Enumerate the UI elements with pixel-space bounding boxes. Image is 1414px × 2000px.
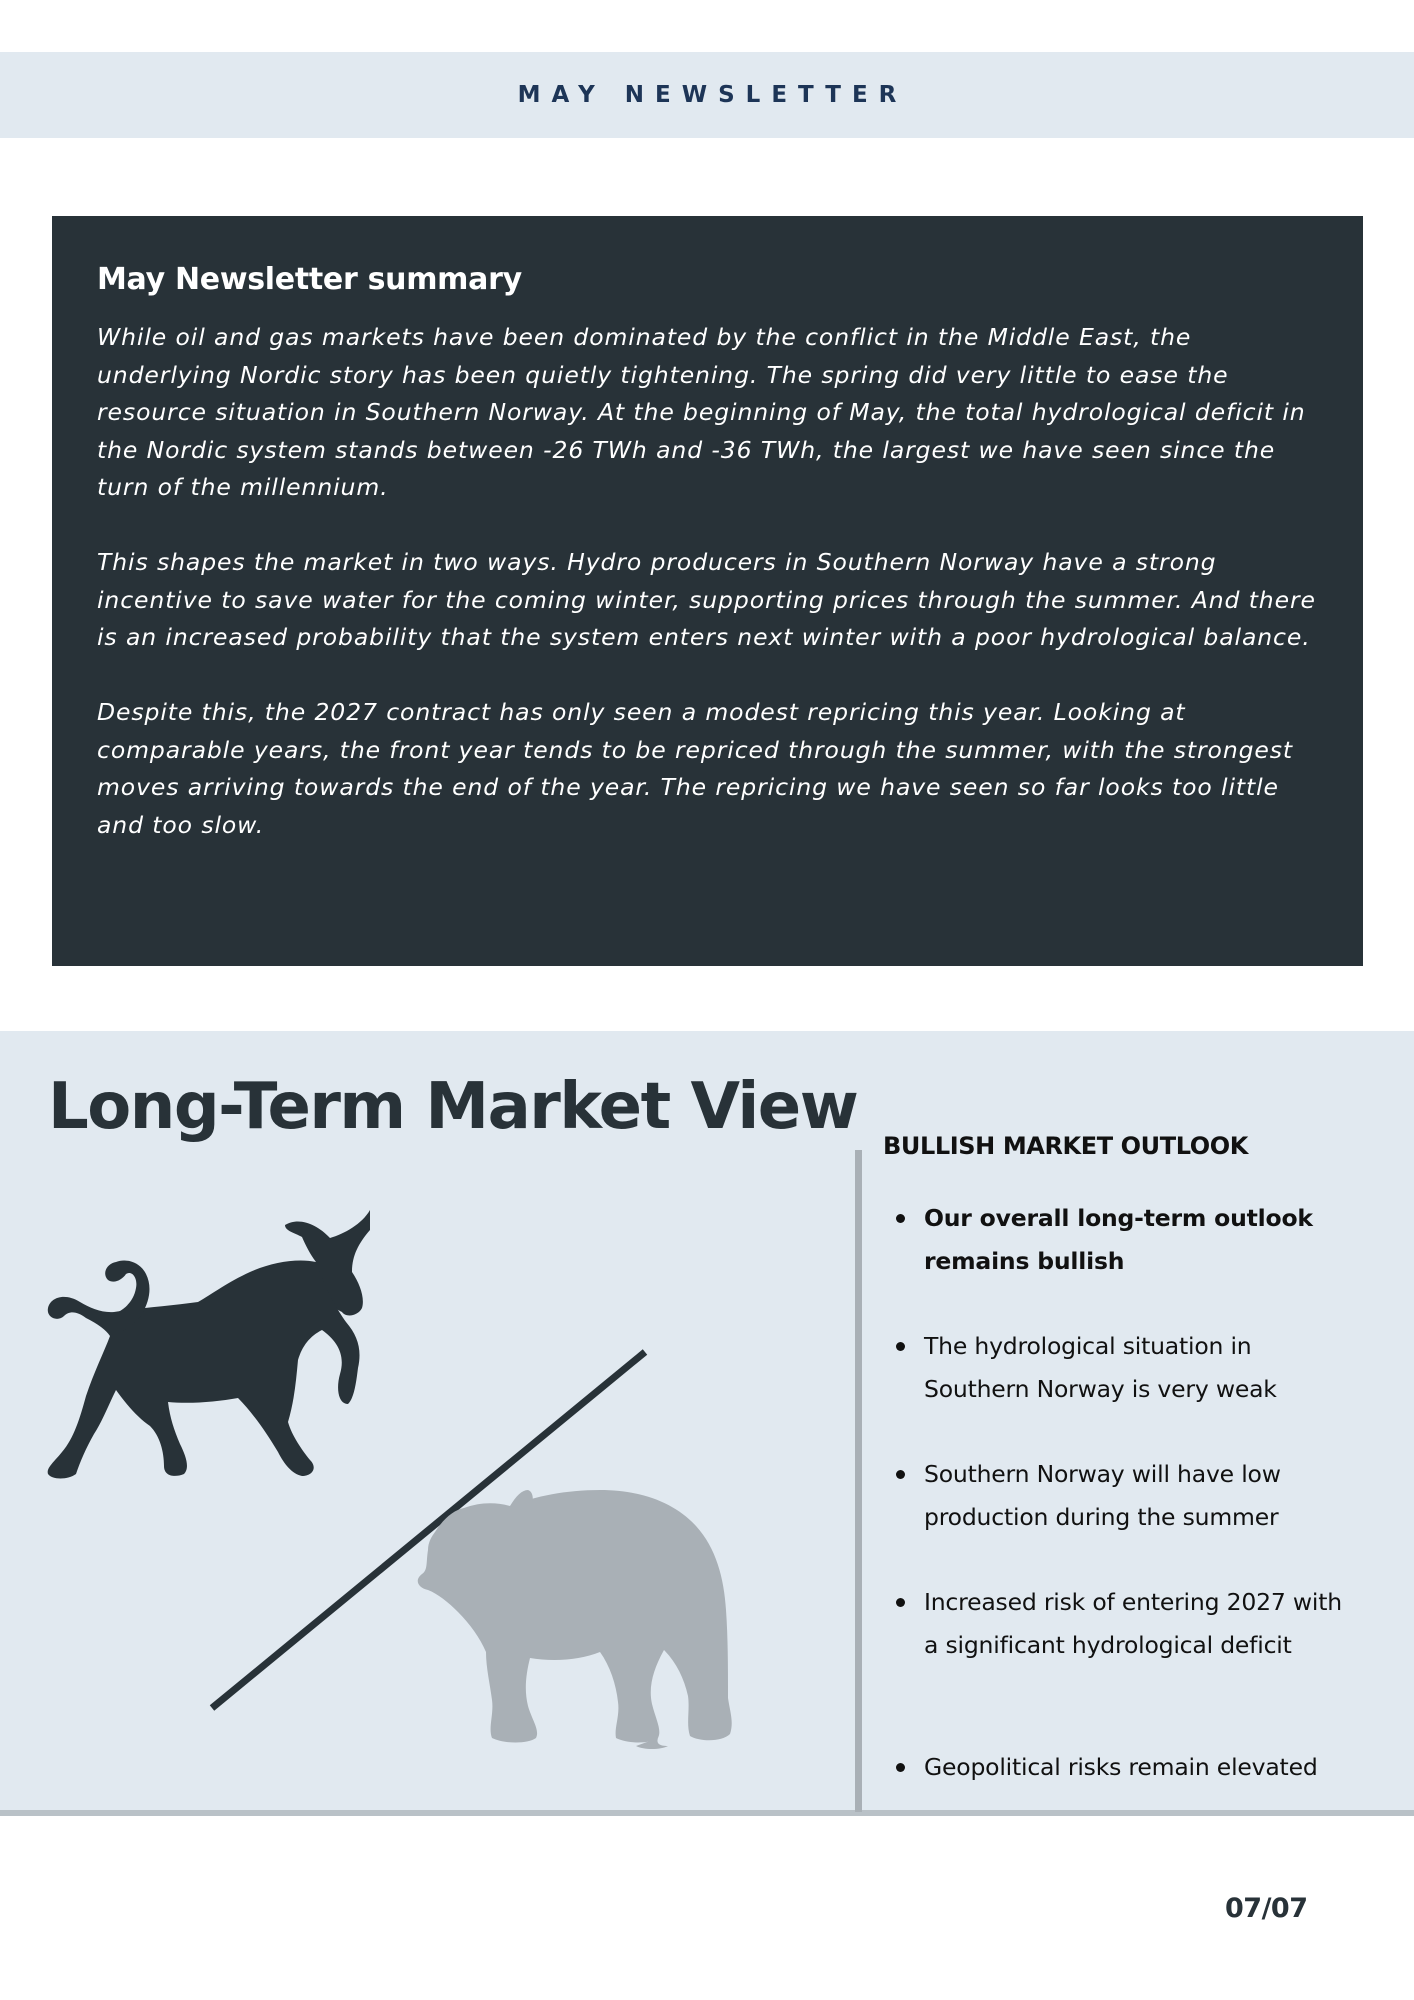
vertical-divider xyxy=(855,1150,862,1812)
outlook-bullet xyxy=(924,1746,1349,1789)
header-band xyxy=(0,52,1414,138)
outlook-bullet xyxy=(924,1453,1349,1539)
outlook-bullet xyxy=(924,1197,1349,1283)
bull-silhouette-icon xyxy=(48,1210,370,1479)
page-number: 07/07 xyxy=(1225,1893,1308,1924)
outlook-heading: BULLISH MARKET OUTLOOK xyxy=(883,1132,1248,1160)
bullet-dot-icon xyxy=(896,1470,905,1479)
outlook-bullet-text: Geopolitical risks remain elevated xyxy=(924,1753,1318,1781)
outlook-bullet-text: Southern Norway will have low production during the summer xyxy=(924,1460,1281,1531)
summary-paragraph: Despite this, the 2027 contract has only seen a modest repricing this year. Looking at comparable years, the front year tends to be repriced through the summer, with the strongest moves arriving towards the end of the year. The repricing we have seen so far looks too little and too slow. xyxy=(97,698,1294,839)
bull-bear-illustration xyxy=(40,1190,800,1760)
bullet-dot-icon xyxy=(896,1342,905,1351)
bullet-dot-icon xyxy=(896,1214,905,1223)
newsletter-header-title: MAY NEWSLETTER xyxy=(517,82,908,108)
summary-paragraph: While oil and gas markets have been dominated by the conflict in the Middle East, the underlying Nordic story has been quietly tightening. The spring did very little to ease the resource situation in Southern Norway. At the beginning of May, the total hydrological deficit in the Nordic system stands between -26 TWh and -36 TWh, the largest we have seen since the turn of the millennium. xyxy=(97,323,1306,501)
summary-paragraph: This shapes the market in two ways. Hydro producers in Southern Norway have a strong incentive to save water for the coming winter, supporting prices through the summer. And there is an increased probability that the system enters next winter with a poor hydrological balance. xyxy=(97,548,1316,651)
outlook-bullet xyxy=(924,1325,1349,1411)
bullet-dot-icon xyxy=(896,1598,905,1607)
outlook-bullet-text: The hydrological situation in Southern Norway is very weak xyxy=(924,1332,1277,1403)
outlook-bullet xyxy=(924,1581,1349,1667)
bullet-dot-icon xyxy=(896,1763,905,1772)
section-bottom-divider xyxy=(0,1810,1414,1816)
long-term-title: Long-Term Market View xyxy=(48,1070,858,1144)
outlook-bullet-text: Our overall long-term outlook remains bullish xyxy=(924,1204,1313,1275)
outlook-bullet-text: Increased risk of entering 2027 with a significant hydrological deficit xyxy=(924,1588,1342,1659)
bear-silhouette-icon xyxy=(418,1490,732,1749)
summary-title: May Newsletter summary xyxy=(97,262,522,297)
summary-box xyxy=(52,216,1363,966)
